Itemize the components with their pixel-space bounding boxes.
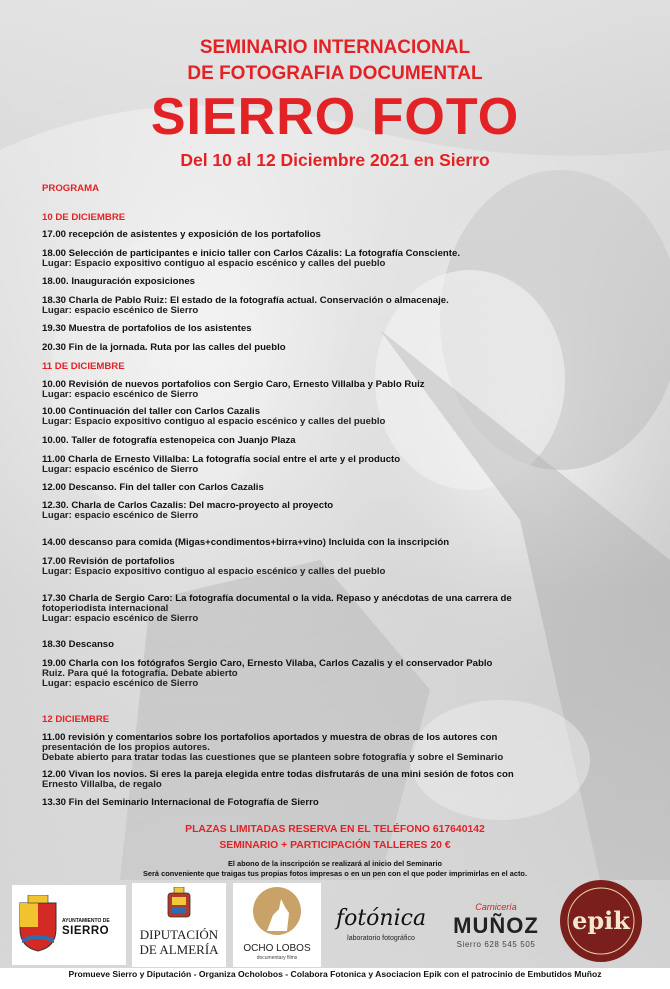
logo-munoz <box>441 902 551 956</box>
program-item: 12.00 Vivan los novios. Si eres la pareja elegida entre todas disfrutarás de una mini sesión de fotos con Ernesto Villalba, de regalo <box>42 769 514 790</box>
sponsor-logos <box>0 882 670 972</box>
logo-sierro <box>12 885 126 965</box>
logo-epik <box>559 879 643 963</box>
header-line-2: DE FOTOGRAFIA DOCUMENTAL <box>187 63 483 84</box>
day-label-11: 11 DE DICIEMBRE <box>42 361 125 372</box>
program-item: 17.00 Revisión de portafolios Lugar: Espacio expositivo contiguo al espacio escénico y calles del pueblo <box>42 556 386 577</box>
reservation-phone: PLAZAS LIMITADAS RESERVA EN EL TELÉFONO 617640142 <box>185 824 485 835</box>
day-label-12: 12 DICIEMBRE <box>42 714 110 725</box>
diputacion-crest-icon <box>166 887 192 921</box>
program-item: 12.30. Charla de Carlos Cazalis: Del macro-proyecto al proyecto Lugar: espacio escénico de Sierro <box>42 500 334 521</box>
header-line-1: SEMINARIO INTERNACIONAL <box>199 37 471 58</box>
program-item: 19.00 Charla con los fotógrafos Sergio Caro, Ernesto Vilaba, Carlos Cazalis y el conservador Pablo Ruiz. Para qué la fotografía. Debate abierto Lugar: espacio escénico de Sierro <box>42 658 493 689</box>
program-item: 18.30 Charla de Pablo Ruiz: El estado de la fotografía actual. Conservación o almacenaje. Lugar: espacio escénico de Sierro <box>42 295 449 316</box>
program-item: 17.00 recepción de asistentes y exposición de los portafolios <box>42 229 321 240</box>
sierro-logo-line2: SIERRO <box>62 925 110 937</box>
diputacion-line1: DIPUTACIÓN <box>139 927 219 942</box>
sierro-logo-line1: AYUNTAMIENTO DE <box>62 918 110 924</box>
logo-diputacion <box>132 883 226 967</box>
program-item: 13.30 Fin del Seminario Internacional de Fotografía de Sierro <box>42 797 319 808</box>
wolf-moon-icon <box>251 885 303 937</box>
logo-ocholobos <box>233 883 321 967</box>
program-item: 11.00 revisión y comentarios sobre los portafolios aportados y muestra de obras de los autores con presentación de los propios autores. Debate abierto para tratar todas las cuestiones que se planteen sobre fotografía y sobre el Seminario <box>42 732 504 763</box>
fotonica-line1: fotónica <box>335 906 427 931</box>
program-item: 11.00 Charla de Ernesto Villalba: La fotografía social entre el arte y el producto Lugar: espacio escénico de Sierro <box>42 454 401 475</box>
programa-label: PROGRAMA <box>42 183 100 194</box>
epik-text: epik <box>572 906 630 935</box>
sierro-shield-icon <box>18 895 58 953</box>
program-item: 18.00. Inauguración exposiciones <box>42 276 196 287</box>
program-item: 12.00 Descanso. Fin del taller con Carlos Cazalis <box>42 482 264 493</box>
munoz-line2: MUÑOZ <box>453 913 539 938</box>
munoz-line1: Carnicería <box>475 902 517 912</box>
fotonica-line2: laboratorio fotográfico <box>347 935 415 942</box>
program-item: 19.30 Muestra de portafolios de los asistentes <box>42 323 252 334</box>
day-label-10: 10 DE DICIEMBRE <box>42 212 126 223</box>
photos-note: Será conveniente que traigas tus propias fotos impresas o en un pen con el que poder imprimirlas en el acto. <box>143 869 527 878</box>
program-item: 10.00 Continuación del taller con Carlos Cazalis Lugar: Espacio expositivo contiguo al espacio escénico y calles del pueblo <box>42 406 386 427</box>
payment-note: El abono de la inscripción se realizará al inicio del Seminario <box>228 859 442 868</box>
seminar-price: SEMINARIO + PARTICIPACIÓN TALLERES 20 € <box>219 840 451 851</box>
program-item: 10.00 Revisión de nuevos portafolios con Sergio Caro, Ernesto Villalba y Pablo Ruiz Lugar: espacio escénico de Sierro <box>42 379 425 400</box>
program-item: 20.30 Fin de la jornada. Ruta por las calles del pueblo <box>42 342 286 353</box>
munoz-line3: Sierro 628 545 505 <box>456 940 536 949</box>
ocholobos-line1: OCHO LOBOS <box>243 943 311 954</box>
program-item: 18.30 Descanso <box>42 639 114 650</box>
credits-text: Promueve Sierro y Diputación - Organiza Ocholobos - Colabora Fotonica y Asociacion Epik con el patrocinio de Embutidos Muñoz <box>68 969 602 979</box>
diputacion-line2: DE ALMERÍA <box>139 942 219 957</box>
event-title: SIERRO FOTO <box>150 88 520 146</box>
program-item: 14.00 descanso para comida (Migas+condimentos+birra+vino) Incluida con la inscripción <box>42 537 450 548</box>
credits-bar <box>0 968 670 989</box>
logo-fotonica <box>327 898 435 954</box>
program-item: 18.00 Selección de participantes e inicio taller con Carlos Cázalis: La fotografía Consciente. Lugar: Espacio expositivo contiguo al espacio escénico y calles del pueblo <box>42 248 460 269</box>
ocholobos-line2: documentary films <box>256 955 298 961</box>
program-item: 10.00. Taller de fotografía estenopeica con Juanjo Plaza <box>42 435 296 446</box>
event-dates: Del 10 al 12 Diciembre 2021 en Sierro <box>180 150 490 170</box>
program-item: 17.30 Charla de Sergio Caro: La fotografía documental o la vida. Repaso y anécdotas de una carrera de fotoperiodista internacional Lugar: espacio escénico de Sierro <box>42 593 512 624</box>
